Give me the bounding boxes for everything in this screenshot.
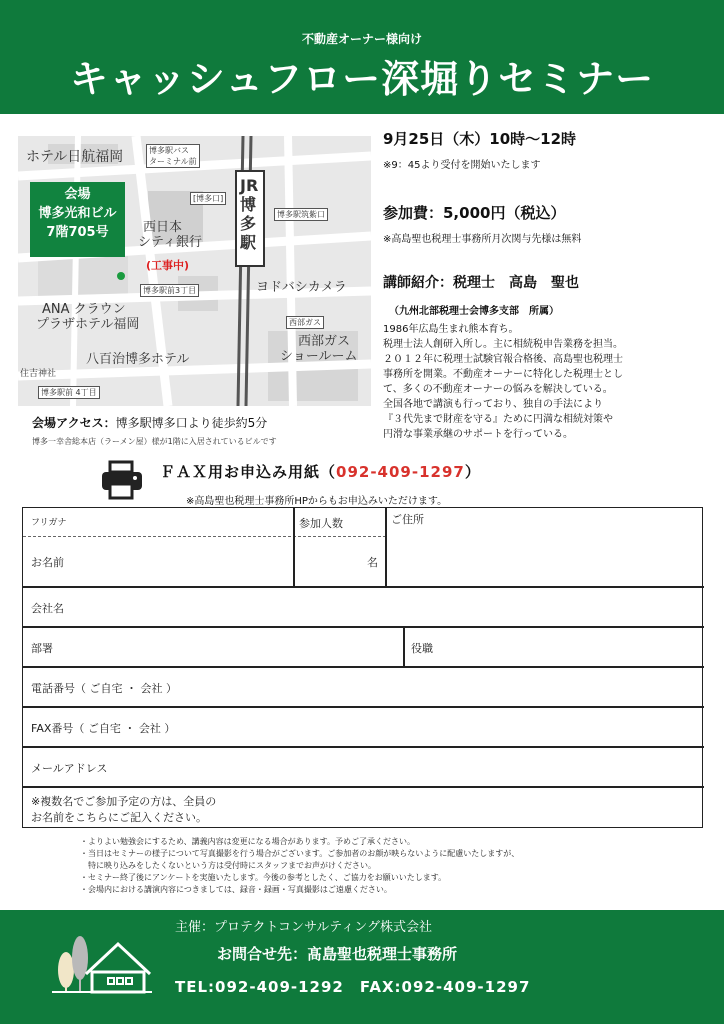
footer-banner: [0, 910, 724, 1024]
map-label-nishinihon-2: シティ銀行: [138, 235, 202, 250]
map-label-hakataguchi: [博多口]: [190, 192, 226, 205]
map-label-bus-terminal: 博多駅バス ターミナル前: [146, 144, 200, 168]
application-form: [22, 507, 703, 828]
lecturer-bio: [383, 322, 709, 442]
note-item: ・セミナー終了後にアンケートを実施いたします。今後の参考としたく、ご協力をお願いいたします。: [80, 873, 447, 882]
map-label-ana-1: ANA クラウン: [42, 302, 126, 317]
map-label-ekimae-4: 博多駅前 4丁目: [38, 386, 100, 399]
multi-participant-note[interactable]: ※複数名でご参加予定の方は、全員の お名前をこちらにご記入ください。: [31, 795, 217, 824]
map-label-sumiyoshi: 住吉神社: [20, 369, 57, 379]
fax-form-subtitle: ※高島聖也税理士事務所HPからもお申込みいただけます。: [186, 496, 448, 507]
map-label-gas-2: ショールーム: [280, 349, 358, 364]
furigana-divider: [23, 536, 386, 537]
map-label-yaoji: 八百治博多ホテル: [86, 352, 190, 367]
bio-line: 税理士法人創研入所し。主に相続税申告業務を担当。: [383, 339, 623, 350]
map-label-construction: (工事中): [146, 259, 190, 272]
notes-list: [80, 836, 519, 896]
note-item: ・会場内における講演内容につきましては、録音・録画・写真撮影はご遠慮ください。: [80, 885, 392, 894]
footer-contact: お問合せ先：髙島聖也税理士事務所: [217, 945, 458, 963]
participants-unit: 名: [367, 556, 378, 569]
header-banner: [0, 0, 724, 114]
form-divider: [23, 706, 704, 708]
furigana-field[interactable]: フリガナ: [31, 518, 67, 528]
bio-line: ２０１２年に税理士試験官報合格後、高島聖也税理士: [383, 354, 623, 365]
map-label-ekimae-3: 博多駅前3丁目: [140, 284, 199, 297]
note-item: 特に映り込みをしたくないという方は受付時にスタッフまでお声がけください。: [80, 861, 376, 870]
bio-line: 全国各地で講演も行っており、独自の手法により: [383, 399, 603, 410]
fax-field[interactable]: FAX番号（ ご自宅 ・ 会社 ）: [31, 722, 176, 735]
access-text: 博多駅博多口より徒歩約5分: [115, 416, 268, 430]
map-label-post: 西部ガス: [286, 316, 324, 329]
venue-label: 会場: [64, 187, 91, 202]
footer-host: 主催：プロテクトコンサルティング株式会社: [175, 920, 433, 935]
form-divider: [385, 508, 387, 586]
fax-number: 092-409-1297: [336, 463, 465, 481]
map-label-yodobashi: ヨドバシカメラ: [256, 280, 347, 295]
page-title: キャッシュフロー深堀りセミナー: [69, 57, 655, 101]
lecturer-heading: 講師紹介：税理士 高島 聖也: [383, 275, 579, 291]
form-divider: [23, 626, 704, 628]
venue-callout: [30, 182, 125, 257]
map-label-hotel-nikko: ホテル日航福岡: [26, 149, 124, 165]
map-label-jr-station: JR博多駅: [240, 176, 259, 252]
form-divider: [23, 586, 704, 588]
form-divider: [23, 666, 704, 668]
map-label-ana-2: プラザホテル福岡: [36, 317, 140, 332]
bio-line: 事務所を開業。不動産オーナーに特化した税理士とし: [383, 369, 623, 380]
form-divider: [293, 508, 295, 586]
bio-line: て、多くの不動産オーナーの悩みを解決している。: [383, 384, 613, 395]
header-subtitle: 不動産オーナー様向け: [301, 32, 422, 46]
venue-access: [32, 414, 267, 431]
bio-line: 『３代先まで財産を守る』ために円満な相続対策や: [383, 414, 613, 425]
name-field[interactable]: お名前: [31, 556, 64, 569]
map-label-gas-1: 西部ガス: [298, 334, 351, 349]
phone-field[interactable]: 電話番号（ ご自宅 ・ 会社 ）: [31, 682, 177, 695]
map-label-nishinihon-1: 西日本: [143, 220, 183, 235]
bio-line: 円滑な事業承継のサポートを行っている。: [383, 429, 573, 440]
form-divider: [23, 746, 704, 748]
event-fee-note: ※高島聖也税理士事務所月次関与先様は無料: [383, 234, 582, 245]
event-date-note: ※9：45より受付を開始いたします: [383, 160, 541, 171]
venue-map: [18, 136, 371, 406]
form-divider: [23, 786, 704, 788]
company-field[interactable]: 会社名: [31, 602, 64, 615]
participants-label: 参加人数: [299, 517, 343, 530]
footer-phone-fax: TEL:092-409-1292 FAX:092-409-1297: [175, 978, 531, 996]
note-item: ・当日はセミナーの様子について写真撮影を行う場合がございます。ご参加者のお顔が映らないように配慮いたしますが、: [80, 849, 520, 858]
address-field[interactable]: ご住所: [391, 513, 424, 526]
bio-line: 1986年広島生まれ熊本育ち。: [383, 324, 519, 335]
access-note: 博多一幸舎総本店（ラーメン屋）様が1階に入居されているビルです: [32, 437, 277, 446]
position-field[interactable]: 役職: [411, 642, 433, 655]
department-field[interactable]: 部署: [31, 642, 53, 655]
note-item: ・よりよい勉強会にするため、講義内容は変更になる場合があります。予めご了承ください。: [80, 837, 416, 846]
fax-form-title: ＦＡＸ用お申込み用紙（092-409-1297）: [160, 463, 481, 481]
lecturer-affiliation: （九州北部税理士会博多支部 所属）: [389, 306, 559, 317]
house-tree-logo: [52, 928, 152, 1008]
fax-icon: [100, 460, 144, 500]
venue-building: 博多光和ビル: [38, 206, 117, 221]
event-date: 9月25日（木）10時〜12時: [383, 130, 577, 148]
map-roads: [18, 136, 371, 406]
access-label: 会場アクセス：: [32, 416, 116, 430]
form-divider: [403, 626, 405, 666]
event-fee: 参加費：5,000円（税込）: [383, 204, 566, 222]
venue-room: 7階705号: [46, 225, 109, 240]
email-field[interactable]: メールアドレス: [31, 762, 108, 775]
map-label-chikushiguchi: 博多駅筑紫口: [274, 208, 328, 221]
